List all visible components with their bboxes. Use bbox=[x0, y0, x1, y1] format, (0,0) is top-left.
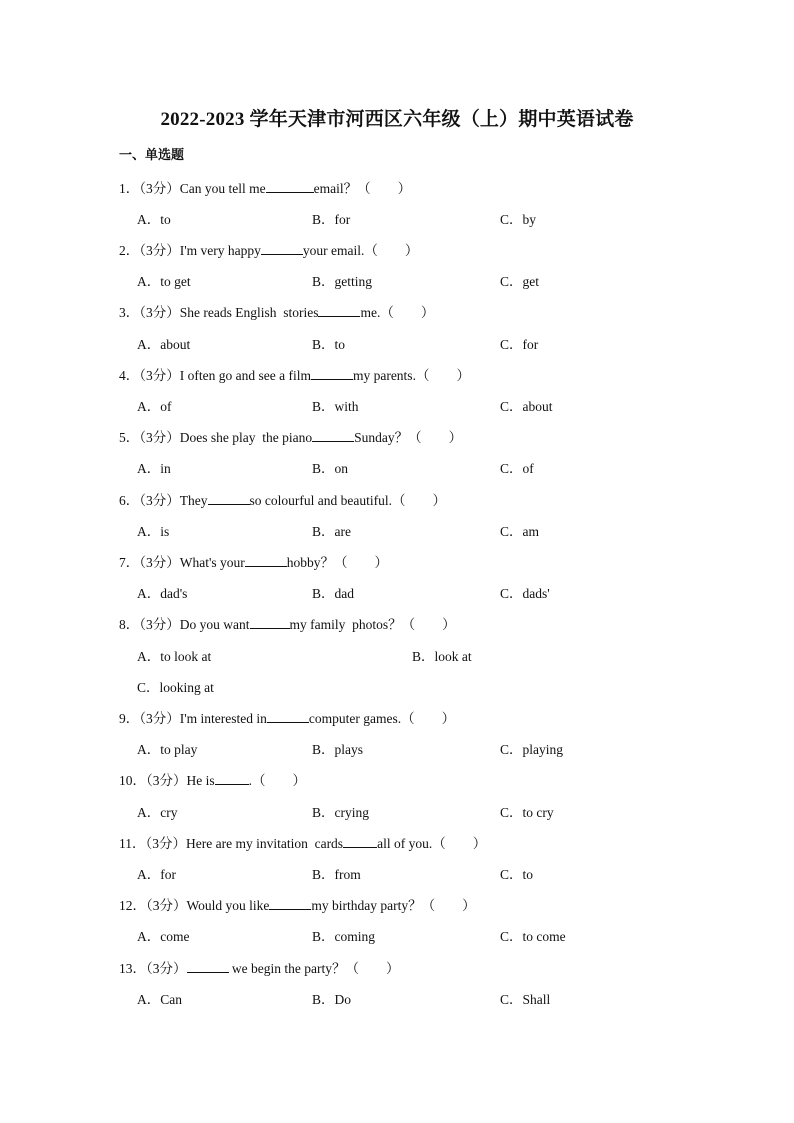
option-a[interactable]: A．to look at bbox=[137, 649, 212, 664]
option-c[interactable]: C．for bbox=[500, 337, 539, 352]
answer-blank bbox=[245, 554, 287, 567]
question-text-after: we begin the party？（ ） bbox=[228, 961, 400, 976]
question-number: 11． bbox=[119, 836, 146, 851]
question-3 bbox=[119, 301, 434, 321]
answer-blank bbox=[343, 835, 377, 848]
question-7 bbox=[119, 551, 388, 571]
section-heading: 一、单选题 bbox=[119, 147, 185, 162]
question-11 bbox=[119, 832, 486, 852]
question-text-after: me.（ ） bbox=[360, 305, 435, 320]
option-c[interactable]: C．to cry bbox=[500, 805, 554, 820]
question-6 bbox=[119, 489, 446, 509]
question-score: （3分） bbox=[139, 617, 180, 632]
answer-blank bbox=[267, 710, 309, 723]
question-text-before: I'm interested in bbox=[179, 711, 267, 726]
question-number: 1． bbox=[119, 181, 140, 196]
question-text-after: Sunday？（ ） bbox=[354, 430, 463, 445]
question-text-after: so colourful and beautiful.（ ） bbox=[249, 493, 446, 508]
option-c[interactable]: C．Shall bbox=[500, 992, 551, 1007]
question-score: （3分） bbox=[139, 243, 180, 258]
option-b[interactable]: B．for bbox=[312, 212, 351, 227]
question-score: （3分） bbox=[146, 961, 187, 976]
option-c[interactable]: C．about bbox=[500, 399, 553, 414]
option-b[interactable]: B．to bbox=[312, 337, 346, 352]
option-b[interactable]: B．on bbox=[312, 461, 349, 476]
question-text-before: I'm very happy bbox=[179, 243, 261, 258]
question-score: （3分） bbox=[139, 555, 180, 570]
answer-blank bbox=[312, 429, 354, 442]
option-b[interactable]: B．coming bbox=[312, 929, 375, 944]
question-10 bbox=[119, 769, 306, 789]
question-text-after: my parents.（ ） bbox=[352, 368, 470, 383]
question-number: 6． bbox=[119, 493, 140, 508]
option-b[interactable]: B．dad bbox=[312, 586, 354, 601]
option-a[interactable]: A．for bbox=[137, 867, 176, 882]
question-text-before: Would you like bbox=[186, 898, 270, 913]
option-b[interactable]: B．with bbox=[312, 399, 359, 414]
question-5 bbox=[119, 426, 462, 446]
page-title: 2022-2023 学年天津市河西区六年级（上）期中英语试卷 bbox=[160, 109, 634, 130]
answer-blank bbox=[187, 960, 229, 973]
question-score: （3分） bbox=[139, 430, 180, 445]
question-number: 8． bbox=[119, 617, 140, 632]
option-a[interactable]: A．to bbox=[137, 212, 171, 227]
question-text-after: my family photos？（ ） bbox=[289, 617, 456, 632]
question-text-before: I often go and see a film bbox=[179, 368, 311, 383]
question-score: （3分） bbox=[146, 773, 187, 788]
option-c[interactable]: C．get bbox=[500, 274, 539, 289]
question-score: （3分） bbox=[145, 836, 186, 851]
question-text-after: all of you.（ ） bbox=[377, 836, 487, 851]
answer-blank bbox=[261, 242, 303, 255]
option-a[interactable]: A．of bbox=[137, 399, 172, 414]
option-a[interactable]: A．about bbox=[137, 337, 191, 352]
question-text-before: What's your bbox=[179, 555, 245, 570]
question-text-after: my birthday party？（ ） bbox=[311, 898, 476, 913]
answer-blank bbox=[250, 616, 290, 629]
question-score: （3分） bbox=[139, 711, 180, 726]
option-b[interactable]: B．crying bbox=[312, 805, 369, 820]
option-a[interactable]: A．dad's bbox=[137, 586, 188, 601]
question-text-before: She reads English stories bbox=[179, 305, 319, 320]
question-number: 7． bbox=[119, 555, 140, 570]
question-score: （3分） bbox=[139, 493, 180, 508]
option-b[interactable]: B．plays bbox=[312, 742, 364, 757]
question-text-before: Can you tell me bbox=[179, 181, 266, 196]
option-c[interactable]: C．looking at bbox=[137, 680, 214, 695]
option-c[interactable]: C．playing bbox=[500, 742, 563, 757]
answer-blank bbox=[208, 492, 250, 505]
option-a[interactable]: A．come bbox=[137, 929, 190, 944]
option-a[interactable]: A．to get bbox=[137, 274, 191, 289]
question-4 bbox=[119, 364, 470, 384]
option-b[interactable]: B．Do bbox=[312, 992, 352, 1007]
question-2 bbox=[119, 239, 418, 259]
question-text-before: He is bbox=[186, 773, 215, 788]
question-text-before: Here are my invitation cards bbox=[186, 836, 344, 851]
question-number: 3． bbox=[119, 305, 140, 320]
answer-blank bbox=[311, 367, 353, 380]
question-text-before: Do you want bbox=[179, 617, 250, 632]
question-score: （3分） bbox=[139, 181, 180, 196]
question-1 bbox=[119, 177, 411, 197]
answer-blank bbox=[269, 897, 311, 910]
question-number: 10． bbox=[119, 773, 146, 788]
answer-blank bbox=[318, 304, 360, 317]
option-c[interactable]: C．dads' bbox=[500, 586, 550, 601]
question-score: （3分） bbox=[146, 898, 187, 913]
option-b[interactable]: B．look at bbox=[412, 649, 472, 664]
option-b[interactable]: B．getting bbox=[312, 274, 372, 289]
option-b[interactable]: B．from bbox=[312, 867, 361, 882]
option-c[interactable]: C．by bbox=[500, 212, 537, 227]
option-c[interactable]: C．to come bbox=[500, 929, 566, 944]
question-number: 2． bbox=[119, 243, 140, 258]
question-number: 5． bbox=[119, 430, 140, 445]
option-a[interactable]: A．is bbox=[137, 524, 170, 539]
option-c[interactable]: C．am bbox=[500, 524, 539, 539]
question-text-before: Does she play the piano bbox=[179, 430, 313, 445]
question-number: 4． bbox=[119, 368, 140, 383]
question-text-after: your email.（ ） bbox=[302, 243, 419, 258]
option-c[interactable]: C．of bbox=[500, 461, 534, 476]
question-number: 12． bbox=[119, 898, 146, 913]
question-12 bbox=[119, 894, 476, 914]
question-number: 13． bbox=[119, 961, 146, 976]
question-text-after: .（ ） bbox=[248, 773, 306, 788]
question-number: 9． bbox=[119, 711, 140, 726]
question-score: （3分） bbox=[139, 305, 180, 320]
question-13 bbox=[119, 957, 399, 977]
option-b[interactable]: B．are bbox=[312, 524, 351, 539]
option-c[interactable]: C．to bbox=[500, 867, 534, 882]
option-a[interactable]: A．to play bbox=[137, 742, 198, 757]
answer-blank bbox=[266, 180, 314, 193]
answer-blank bbox=[215, 772, 249, 785]
option-a[interactable]: A．in bbox=[137, 461, 171, 476]
option-a[interactable]: A．cry bbox=[137, 805, 178, 820]
question-9 bbox=[119, 707, 455, 727]
question-8 bbox=[119, 613, 456, 633]
question-text-after: email？（ ） bbox=[313, 181, 412, 196]
option-a[interactable]: A．Can bbox=[137, 992, 182, 1007]
question-text-after: computer games.（ ） bbox=[308, 711, 456, 726]
question-text-before: They bbox=[179, 493, 208, 508]
question-text-after: hobby？（ ） bbox=[286, 555, 389, 570]
question-score: （3分） bbox=[139, 368, 180, 383]
